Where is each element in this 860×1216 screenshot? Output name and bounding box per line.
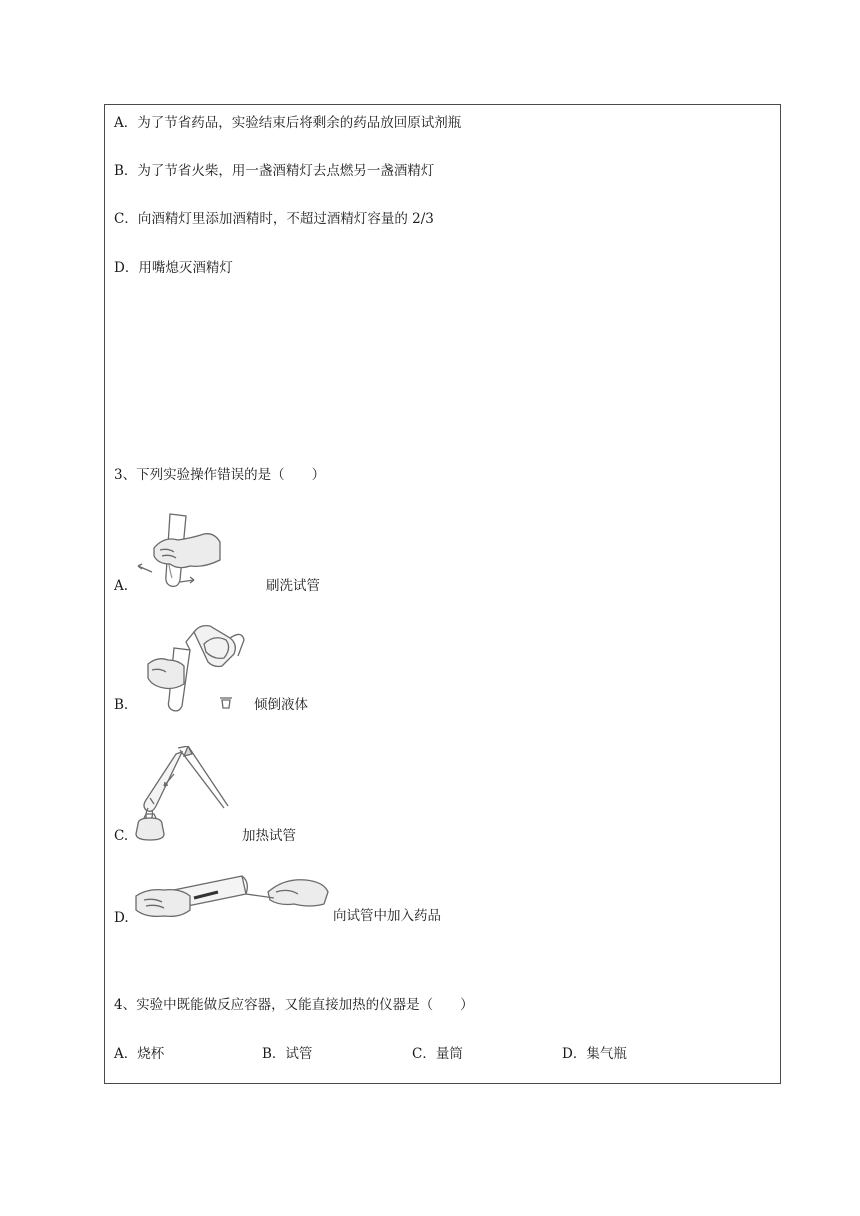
q4-stem: 4、实验中既能做反应容器，又能直接加热的仪器是（ ） bbox=[114, 997, 474, 1013]
adding-solid-with-paper-trough-icon bbox=[134, 866, 330, 926]
q3-option-b-letter: B. bbox=[114, 697, 129, 713]
question-frame bbox=[104, 104, 781, 1084]
q3-stem: 3、下列实验操作错误的是（ ） bbox=[114, 467, 326, 483]
q4-option-b: B．试管 bbox=[262, 1046, 313, 1062]
q3-option-a-caption: 刷洗试管 bbox=[266, 578, 320, 594]
q2-option-c: C．向酒精灯里添加酒精时，不超过酒精灯容量的 2/3 bbox=[114, 211, 434, 227]
q2-option-b: B．为了节省火柴，用一盏酒精灯去点燃另一盏酒精灯 bbox=[114, 163, 435, 179]
q4-option-a: A．烧杯 bbox=[114, 1046, 165, 1062]
q3-option-a-letter: A. bbox=[114, 578, 129, 594]
pouring-liquid-into-test-tube-icon bbox=[134, 620, 246, 714]
heating-test-tube-over-lamp-icon bbox=[134, 746, 234, 842]
q3-option-b-caption: 倾倒液体 bbox=[254, 697, 308, 713]
q2-option-d: D．用嘴熄灭酒精灯 bbox=[114, 260, 233, 276]
q3-option-c-caption: 加热试管 bbox=[242, 828, 296, 844]
q2-option-a: A．为了节省药品，实验结束后将剩余的药品放回原试剂瓶 bbox=[114, 115, 462, 131]
q4-option-d: D．集气瓶 bbox=[562, 1046, 627, 1062]
q3-option-d-caption: 向试管中加入药品 bbox=[333, 908, 441, 924]
hand-shaking-test-tube-icon bbox=[134, 508, 224, 594]
q4-option-c: C．量筒 bbox=[412, 1046, 463, 1062]
q3-option-c-letter: C. bbox=[114, 828, 129, 844]
q3-option-d-letter: D. bbox=[114, 910, 129, 926]
